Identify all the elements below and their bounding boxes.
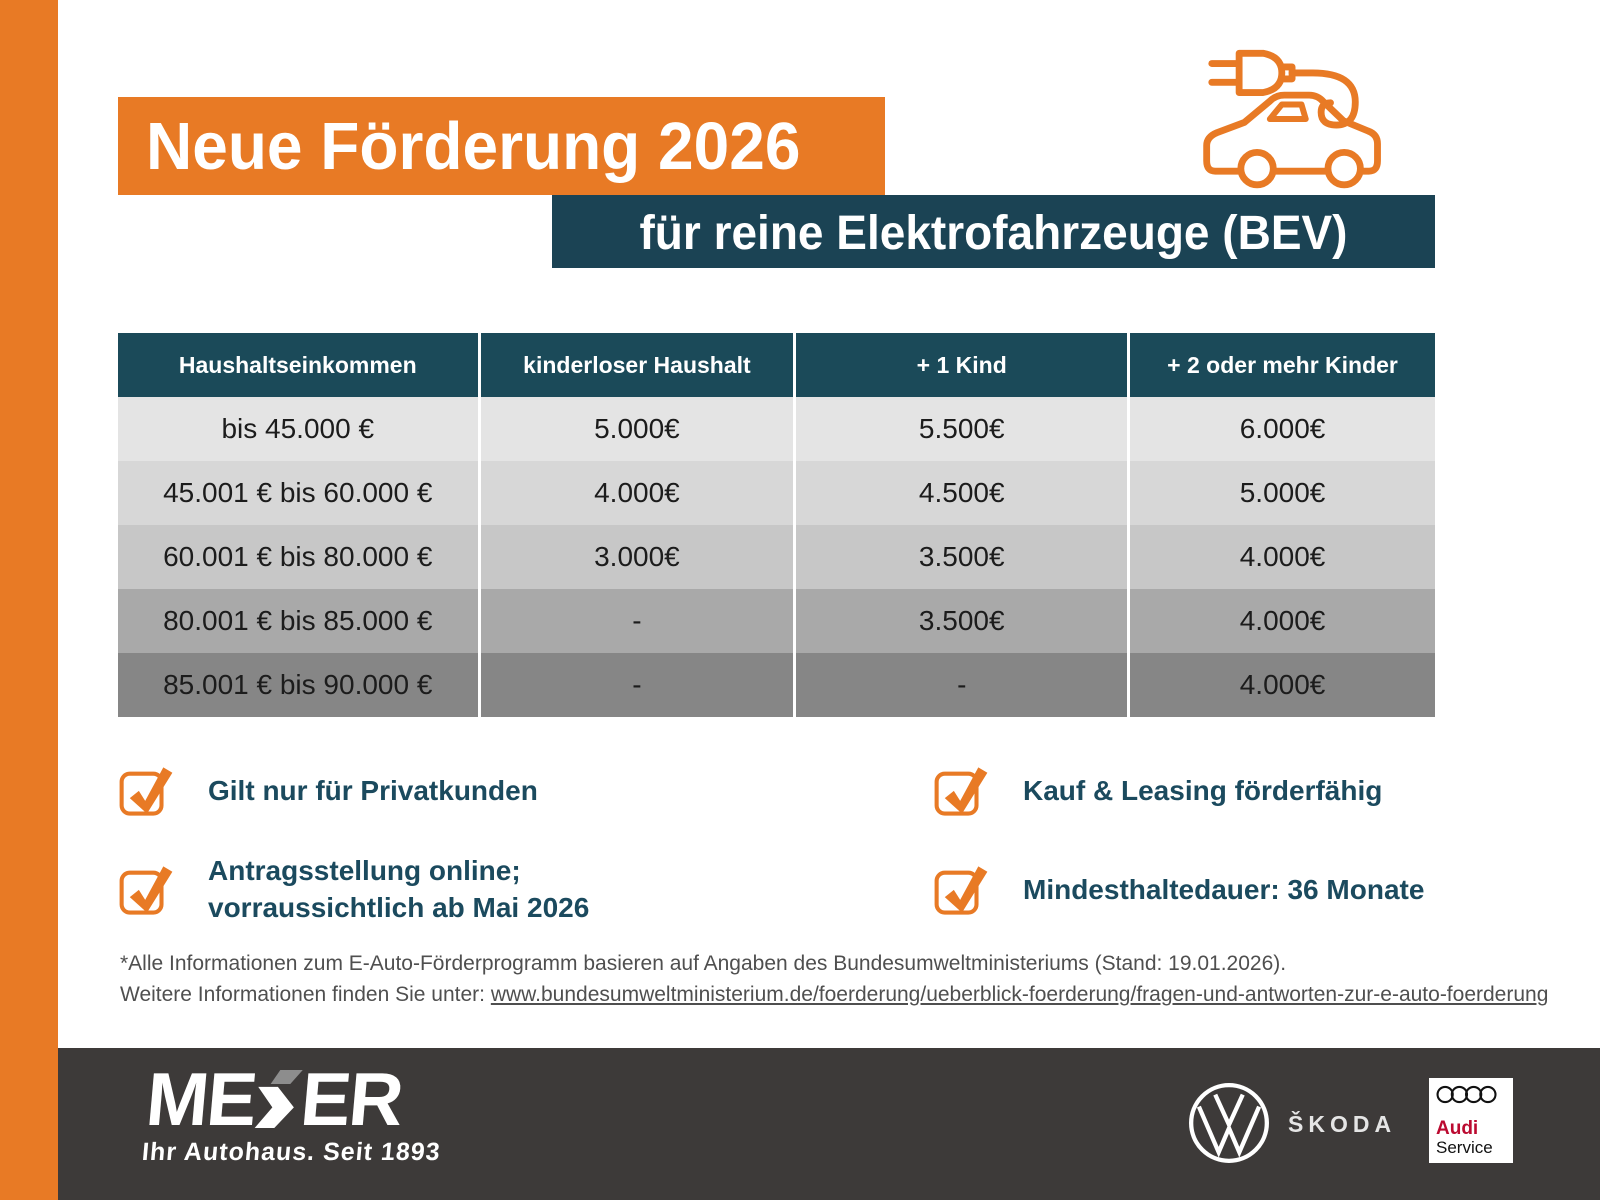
- income-cell: 80.001 € bis 85.000 €: [118, 589, 478, 653]
- funding-table: [118, 333, 1435, 717]
- title-banner: [118, 97, 885, 195]
- amount-cell: 5.500€: [796, 397, 1127, 461]
- income-cell: 45.001 € bis 60.000 €: [118, 461, 478, 525]
- footer-bar: [0, 1048, 1600, 1200]
- income-cell: 85.001 € bis 90.000 €: [118, 653, 478, 717]
- footnote-url-link[interactable]: www.bundesumweltministerium.de/foerderung/ueberblick-foerderung/fragen-und-antworten-zur-e-auto-foerderung: [490, 983, 1549, 1006]
- amount-cell: -: [481, 653, 794, 717]
- income-cell: bis 45.000 €: [118, 397, 478, 461]
- meyer-tagline: Ihr Autohaus. Seit 1893: [140, 1138, 442, 1166]
- amount-cell: 3.000€: [481, 525, 794, 589]
- income-cell: 60.001 € bis 80.000 €: [118, 525, 478, 589]
- col-header-no-children: kinderloser Haushalt: [481, 333, 794, 397]
- subtitle-banner: [552, 195, 1435, 268]
- amount-cell: 4.000€: [481, 461, 794, 525]
- table-row: [118, 589, 1435, 653]
- checkbox-check-icon: [118, 860, 176, 918]
- meyer-chevron-y-icon: [254, 1070, 303, 1128]
- table-row: [118, 461, 1435, 525]
- col-header-income: Haushaltseinkommen: [118, 333, 478, 397]
- checklist-label: Mindesthaltedauer: 36 Monate: [1023, 873, 1425, 905]
- amount-cell: 6.000€: [1130, 397, 1435, 461]
- amount-cell: 4.000€: [1130, 525, 1435, 589]
- meyer-dealer-logo: [140, 1057, 448, 1167]
- footnote-line1: *Alle Informationen zum E-Auto-Förderprogramm basieren auf Angaben des Bundesumweltministeriums (Stand: 19.01.2026).: [120, 952, 1287, 975]
- skoda-logo: ŠKODA: [1288, 1110, 1397, 1137]
- checklist-item-holding-period: [933, 850, 1424, 928]
- footnote-line2-prefix: Weitere Informationen finden Sie unter:: [120, 983, 491, 1006]
- footnote: [120, 948, 1548, 1010]
- table-row: [118, 653, 1435, 717]
- checkbox-check-icon: [118, 761, 176, 819]
- page-title: Neue Förderung 2026: [146, 108, 801, 184]
- meyer-wordmark: [143, 1057, 448, 1141]
- audi-service-label: Service: [1436, 1138, 1493, 1157]
- col-header-one-child: + 1 Kind: [796, 333, 1127, 397]
- table-header-row: [118, 333, 1435, 397]
- electric-car-plug-icon: [1193, 28, 1398, 193]
- checkbox-check-icon: [933, 860, 991, 918]
- meyer-suffix: ER: [297, 1057, 406, 1141]
- vw-logo: [1186, 1080, 1272, 1166]
- footnote-line2: [120, 979, 1548, 1010]
- audi-brand-label: Audi: [1436, 1118, 1479, 1139]
- amount-cell: -: [796, 653, 1127, 717]
- table-row: [118, 397, 1435, 461]
- checkbox-check-icon: [933, 761, 991, 819]
- meyer-prefix: ME: [143, 1057, 259, 1141]
- amount-cell: 5.000€: [1130, 461, 1435, 525]
- checklist-label: Gilt nur für Privatkunden: [208, 774, 538, 806]
- amount-cell: 4.500€: [796, 461, 1127, 525]
- left-accent-stripe: [0, 0, 58, 1200]
- page-subtitle: für reine Elektrofahrzeuge (BEV): [639, 204, 1348, 259]
- checklist-item-private-customers: [118, 758, 538, 822]
- audi-rings-icon: [1436, 1085, 1498, 1104]
- amount-cell: 3.500€: [796, 589, 1127, 653]
- amount-cell: 3.500€: [796, 525, 1127, 589]
- checklist-item-online-application: [118, 850, 589, 928]
- checklist-label-line1: Antragsstellung online;: [208, 855, 521, 886]
- amount-cell: 5.000€: [481, 397, 794, 461]
- col-header-two-plus-children: + 2 oder mehr Kinder: [1130, 333, 1435, 397]
- table-row: [118, 525, 1435, 589]
- amount-cell: 4.000€: [1130, 589, 1435, 653]
- checklist-item-purchase-leasing: [933, 758, 1382, 822]
- amount-cell: -: [481, 589, 794, 653]
- amount-cell: 4.000€: [1130, 653, 1435, 717]
- audi-service-badge: [1429, 1078, 1513, 1163]
- checklist-label: Kauf & Leasing förderfähig: [1023, 774, 1383, 806]
- checklist-label-line2: vorraussichtlich ab Mai 2026: [208, 892, 590, 923]
